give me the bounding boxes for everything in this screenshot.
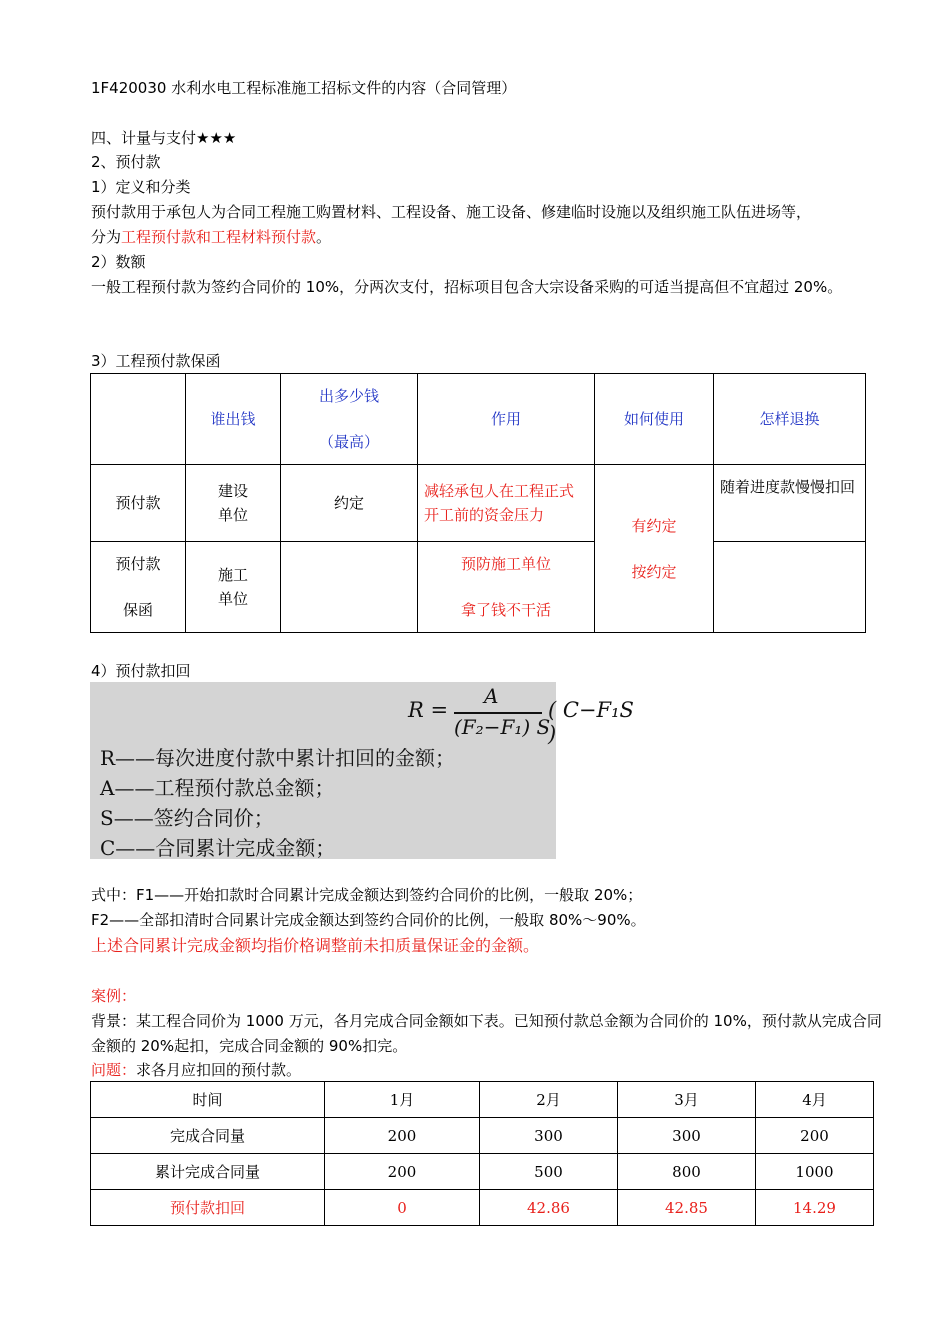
t1-h-much: 出多少钱 （最高） <box>281 374 418 465</box>
t2-cell: 300 <box>618 1118 756 1154</box>
background-text: 背景：某工程合同价为 1000 万元，各月完成合同金额如下表。已知预付款总金额为合同价的 10%，预付款从完成合同金额的 20%起扣，完成合同金额的 90%扣完。 <box>91 1012 882 1055</box>
t1-r2-role: 预防施工单位 拿了钱不干活 <box>418 542 595 633</box>
f1-explanation: 式中：F1——开始扣款时合同累计完成金额达到签约合同价的比例，一般取 20%； <box>91 886 643 904</box>
subsection-amount: 2）数额 <box>91 253 146 271</box>
t1-r1-name: 预付款 <box>91 465 186 542</box>
f2-explanation: F2——全部扣清时合同累计完成金额达到签约合同价的比例，一般取 80%～90%。 <box>91 911 646 929</box>
table-row <box>91 1190 874 1226</box>
definition-text: 预付款用于承包人为合同工程施工购置材料、工程设备、施工设备、修建临时设施以及组织施工队伍进场等， <box>91 203 812 221</box>
t1-r1-return: 随着进度款慢慢扣回 <box>714 465 866 542</box>
t2-header: 时间 <box>91 1082 325 1118</box>
formula-def-c: C——合同累计完成金额； <box>100 836 336 860</box>
t2-cell: 300 <box>480 1118 618 1154</box>
section-heading: 四、计量与支付★★★ <box>91 129 237 147</box>
t2-header: 3月 <box>618 1082 756 1118</box>
t1-h-use: 如何使用 <box>595 374 714 465</box>
t1-use: 有约定 按约定 <box>595 465 714 633</box>
note-red: 上述合同累计完成金额均指价格调整前未扣质量保证金的金额。 <box>91 936 540 955</box>
t1-r1-role: 减轻承包人在工程正式开工前的资金压力 <box>418 465 595 542</box>
t2-cell: 200 <box>325 1118 480 1154</box>
t2-cell: 完成合同量 <box>91 1118 325 1154</box>
formula-equation: R = A (F₂−F₁) S ( C−F₁S ) <box>408 684 634 746</box>
t1-h-role: 作用 <box>418 374 595 465</box>
t2-cell: 1000 <box>756 1154 874 1190</box>
table-row <box>91 1154 874 1190</box>
t1-r2-much <box>281 542 418 633</box>
t2-header: 2月 <box>480 1082 618 1118</box>
subsection-advance: 2、预付款 <box>91 153 161 171</box>
subsection-guarantee: 3）工程预付款保函 <box>91 352 221 370</box>
t1-r2-who: 施工 单位 <box>186 542 281 633</box>
t1-r2-return <box>714 542 866 633</box>
guarantee-table <box>90 373 866 633</box>
t2-header: 1月 <box>325 1082 480 1118</box>
t1-h-who: 谁出钱 <box>186 374 281 465</box>
formula-def-r: R——每次进度付款中累计扣回的金额； <box>100 746 456 770</box>
t2-cell: 预付款扣回 <box>91 1190 325 1226</box>
deduction-formula-image <box>90 682 634 860</box>
doc-header: 1F420030 水利水电工程标准施工招标文件的内容（合同管理） <box>91 79 517 97</box>
t2-cell: 200 <box>325 1154 480 1190</box>
t1-r2-name: 预付款 保函 <box>91 542 186 633</box>
t1-r1-who: 建设 单位 <box>186 465 281 542</box>
t2-cell: 200 <box>756 1118 874 1154</box>
t1-r1-much: 约定 <box>281 465 418 542</box>
t2-cell: 42.85 <box>618 1190 756 1226</box>
case-table <box>90 1081 874 1226</box>
subsection-deduction: 4）预付款扣回 <box>91 662 191 680</box>
subsection-definition: 1）定义和分类 <box>91 178 191 196</box>
case-title: 案例： <box>91 987 137 1005</box>
table-row <box>91 1118 874 1154</box>
question-line: 问题：求各月应扣回的预付款。 <box>91 1061 302 1079</box>
t2-cell: 42.86 <box>480 1190 618 1226</box>
t2-cell: 500 <box>480 1154 618 1190</box>
amount-text: 一般工程预付款为签约合同价的 10%，分两次支付，招标项目包含大宗设备采购的可适当提高但不宜超过 20%。 <box>91 278 843 296</box>
t1-corner <box>91 374 186 465</box>
t2-cell: 14.29 <box>756 1190 874 1226</box>
t2-cell: 0 <box>325 1190 480 1226</box>
t2-header: 4月 <box>756 1082 874 1118</box>
t2-cell: 800 <box>618 1154 756 1190</box>
definition-classes: 分为工程预付款和工程材料预付款。 <box>91 228 332 246</box>
formula-def-s: S——签约合同价； <box>100 806 274 830</box>
formula-def-a: A——工程预付款总金额； <box>100 776 335 800</box>
classes-red: 工程预付款和工程材料预付款 <box>121 228 317 246</box>
t2-cell: 累计完成合同量 <box>91 1154 325 1190</box>
t1-h-return: 怎样退换 <box>714 374 866 465</box>
